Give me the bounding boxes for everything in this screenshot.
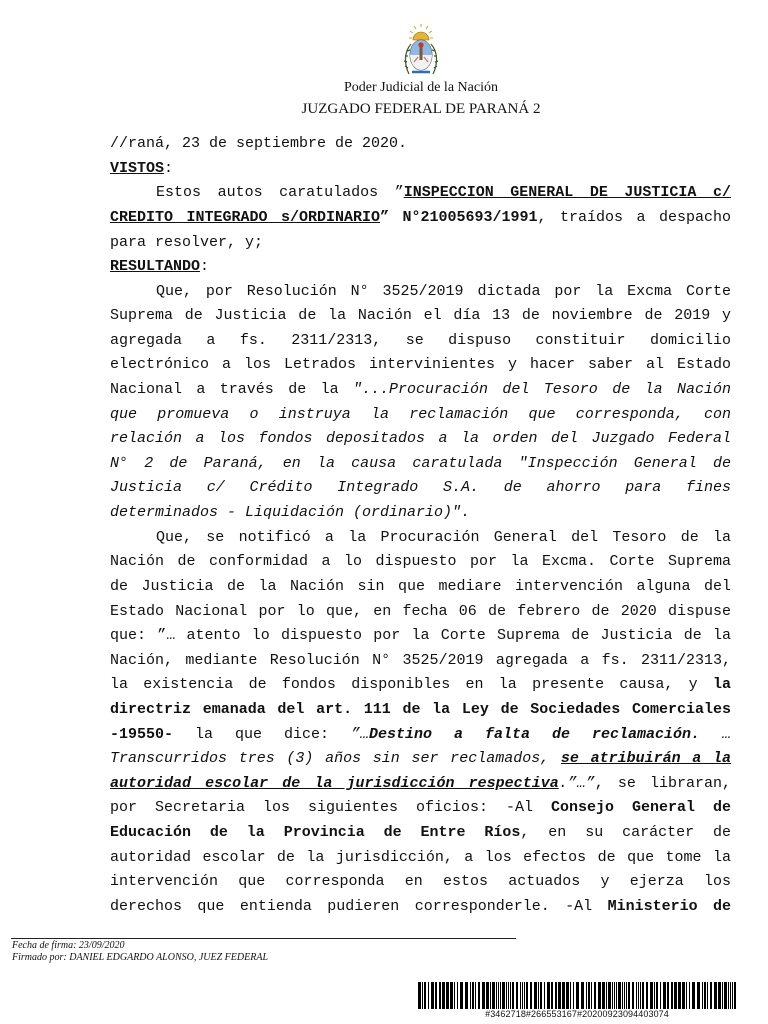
barcode-bar bbox=[667, 982, 669, 1009]
signature-date: Fecha de firma: 23/09/2020 bbox=[12, 940, 125, 951]
barcode-bar bbox=[581, 982, 584, 1009]
barcode-icon bbox=[418, 982, 736, 1009]
barcode-bar bbox=[555, 982, 557, 1009]
barcode-bar bbox=[640, 982, 641, 1009]
barcode-bar bbox=[732, 982, 733, 1009]
p2-7a: la existencia de fondos disponibles en la presente causa, y bbox=[110, 676, 713, 693]
p2-line-9 bbox=[110, 723, 731, 748]
barcode-bar bbox=[450, 982, 453, 1009]
p2-9e: … bbox=[700, 726, 731, 743]
barcode-bar bbox=[576, 982, 579, 1009]
resultando-colon: : bbox=[200, 258, 210, 275]
barcode-bar bbox=[724, 982, 727, 1009]
barcode-bar bbox=[506, 982, 507, 1009]
p2-9b: la que dice: bbox=[173, 726, 351, 743]
coat-of-arms-icon bbox=[403, 24, 439, 78]
p2-12a: por Secretaria los siguientes oficios: -Al bbox=[110, 799, 551, 816]
barcode-bar bbox=[547, 982, 550, 1009]
barcode-bar bbox=[697, 982, 700, 1009]
barcode-bar bbox=[498, 982, 499, 1009]
vistos-colon: : bbox=[164, 160, 174, 177]
resultando-heading bbox=[110, 255, 731, 280]
p1-5b: "...Procuración del Tesoro de la Nación bbox=[352, 381, 731, 398]
barcode-bar bbox=[686, 982, 687, 1009]
p2-16b: Ministerio de bbox=[607, 898, 731, 915]
barcode-bar bbox=[428, 982, 429, 1009]
barcode-bar bbox=[678, 982, 681, 1009]
barcode-bar bbox=[470, 982, 471, 1009]
law-number: -19550- bbox=[110, 726, 174, 743]
barcode-bar bbox=[431, 982, 434, 1009]
p2-13a: Educación de la Provincia de Entre Ríos bbox=[110, 824, 521, 841]
barcode-bar bbox=[457, 982, 458, 1009]
barcode-bar bbox=[490, 982, 491, 1009]
p2-line-10 bbox=[110, 747, 731, 772]
barcode-bar bbox=[714, 982, 717, 1009]
court-subtitle: JUZGADO FEDERAL DE PARANÁ 2 bbox=[301, 101, 541, 117]
barcode-bar bbox=[682, 982, 685, 1009]
barcode-bar bbox=[544, 982, 545, 1009]
barcode-bar bbox=[435, 982, 437, 1009]
barcode-bar bbox=[534, 982, 537, 1009]
p2-line-16 bbox=[110, 895, 731, 920]
barcode-bar bbox=[704, 982, 706, 1009]
barcode-bar bbox=[586, 982, 587, 1009]
barcode-bar bbox=[638, 982, 639, 1009]
barcode-bar bbox=[482, 982, 485, 1009]
barcode-bar bbox=[650, 982, 653, 1009]
barcode-bar bbox=[588, 982, 590, 1009]
barcode-bar bbox=[538, 982, 539, 1009]
barcode-bar bbox=[516, 982, 518, 1009]
barcode-bar bbox=[530, 982, 532, 1009]
barcode-bar bbox=[510, 982, 511, 1009]
p2-line-6: Nación, mediante Resolución N° 3525/2019 agregada a fs. 2311/2313, bbox=[110, 652, 731, 669]
vistos-line-2 bbox=[110, 206, 731, 231]
signed-by: Firmado por: DANIEL EDGARDO ALONSO, JUEZ FEDERAL bbox=[12, 952, 269, 963]
footer-divider bbox=[11, 938, 516, 939]
barcode-bar bbox=[558, 982, 561, 1009]
barcode-bar bbox=[730, 982, 731, 1009]
barcode-bar bbox=[602, 982, 605, 1009]
barcode-bar bbox=[591, 982, 592, 1009]
barcode-bar bbox=[524, 982, 525, 1009]
barcode-bar bbox=[486, 982, 489, 1009]
p1-line-4: electrónico a los Letrados intervinientes y hacer saber al Estado bbox=[110, 356, 731, 373]
barcode-bar bbox=[551, 982, 553, 1009]
barcode-bar bbox=[674, 982, 677, 1009]
barcode-bar bbox=[702, 982, 703, 1009]
barcode-bar bbox=[522, 982, 523, 1009]
resultando-label: RESULTANDO bbox=[110, 258, 201, 275]
barcode-number: #3462718#266553167#20200923094403074 bbox=[485, 1009, 669, 1019]
p2-line-14: autoridad escolar de la jurisdicción, a los efectos de que tome la bbox=[110, 849, 731, 866]
p1-line-9: Justicia c/ Crédito Integrado S.A. de ahorro para fines bbox=[110, 479, 731, 496]
barcode-bar bbox=[512, 982, 514, 1009]
p1-line-3: agregada a fs. 2311/2313, se dispuso constituir domicilio bbox=[110, 332, 731, 349]
barcode-bar bbox=[722, 982, 723, 1009]
barcode-bar bbox=[460, 982, 463, 1009]
p2-line-8: directriz emanada del art. 111 de la Ley de Sociedades Comerciales bbox=[110, 701, 731, 718]
barcode-bar bbox=[502, 982, 505, 1009]
vistos-heading bbox=[110, 157, 731, 182]
p2-10b: se atribuirán a la bbox=[560, 750, 731, 767]
p2-11a: autoridad escolar de la jurisdicción respectiva bbox=[110, 775, 559, 792]
vistos-label: VISTOS bbox=[110, 160, 165, 177]
p2-line-15: intervención que corresponda en estos actuados y ejerza los bbox=[110, 873, 731, 890]
barcode-bar bbox=[598, 982, 601, 1009]
p2-line-7 bbox=[110, 673, 731, 698]
barcode-bar bbox=[424, 982, 426, 1009]
barcode-bar bbox=[622, 982, 623, 1009]
barcode-bar bbox=[606, 982, 607, 1009]
p1-line-7: relación a los fondos depositados a la orden del Juzgado Federal bbox=[110, 430, 731, 447]
barcode-bar bbox=[636, 982, 637, 1009]
barcode-bar bbox=[526, 982, 528, 1009]
p2-line-2: Nación de conformidad a lo dispuesto por la Excma. Corte Suprema bbox=[110, 553, 731, 570]
barcode-bar bbox=[656, 982, 658, 1009]
barcode-bar bbox=[454, 982, 455, 1009]
case-title-2: CREDITO INTEGRADO s/ORDINARIO bbox=[110, 209, 381, 226]
barcode-bar bbox=[660, 982, 661, 1009]
barcode-bar bbox=[734, 982, 736, 1009]
barcode-bar bbox=[642, 982, 644, 1009]
p2-13b: , en su carácter de bbox=[520, 824, 731, 841]
barcode-bar bbox=[692, 982, 695, 1009]
p2-line-11 bbox=[110, 772, 731, 797]
barcode-bar bbox=[465, 982, 468, 1009]
p1-line-1: Que, por Resolución N° 3525/2019 dictada por la Excma Corte bbox=[156, 283, 731, 300]
barcode-bar bbox=[540, 982, 542, 1009]
p2-11c: , se libraran, bbox=[594, 775, 731, 792]
barcode-bar bbox=[689, 982, 690, 1009]
barcode-bar bbox=[566, 982, 569, 1009]
p2-line-1: Que, se notificó a la Procuración General del Tesoro de la bbox=[156, 529, 731, 546]
barcode-bar bbox=[624, 982, 625, 1009]
barcode-bar bbox=[418, 982, 421, 1009]
barcode-bar bbox=[492, 982, 495, 1009]
barcode-bar bbox=[671, 982, 673, 1009]
barcode-bar bbox=[612, 982, 613, 1009]
barcode-bar bbox=[618, 982, 621, 1009]
barcode-bar bbox=[500, 982, 501, 1009]
barcode-bar bbox=[562, 982, 565, 1009]
p2-7b: la bbox=[712, 676, 731, 693]
p2-9c: ”… bbox=[350, 726, 369, 743]
barcode-bar bbox=[718, 982, 721, 1009]
date-line: //raná, 23 de septiembre de 2020. bbox=[110, 135, 408, 152]
barcode-bar bbox=[707, 982, 708, 1009]
barcode-bar bbox=[475, 982, 476, 1009]
p2-line-12 bbox=[110, 796, 731, 821]
p2-12b: Consejo General de bbox=[550, 799, 731, 816]
barcode-bar bbox=[710, 982, 712, 1009]
p1-5a: Nacional a través de la bbox=[110, 381, 353, 398]
barcode-bar bbox=[616, 982, 617, 1009]
barcode-bar bbox=[646, 982, 648, 1009]
barcode-bar bbox=[663, 982, 666, 1009]
court-name: Poder Judicial de la Nación bbox=[344, 80, 498, 95]
p1-line-5 bbox=[110, 378, 731, 403]
barcode-bar bbox=[614, 982, 615, 1009]
barcode-bar bbox=[472, 982, 474, 1009]
barcode-bar bbox=[573, 982, 574, 1009]
barcode-bar bbox=[508, 982, 509, 1009]
p2-line-5: que: ”… atento lo dispuesto por la Corte Suprema de Justicia de la bbox=[110, 627, 731, 644]
barcode-bar bbox=[496, 982, 497, 1009]
barcode-bar bbox=[442, 982, 445, 1009]
barcode-bar bbox=[632, 982, 634, 1009]
barcode-bar bbox=[422, 982, 423, 1009]
p1-line-10: determinados - Liquidación (ordinario)". bbox=[110, 504, 471, 521]
p1-line-8: N° 2 de Paraná, en la causa caratulada "Inspección General de bbox=[110, 455, 731, 472]
barcode-bar bbox=[654, 982, 655, 1009]
barcode-bar bbox=[570, 982, 571, 1009]
barcode-bar bbox=[520, 982, 521, 1009]
p2-10a: Transcurridos tres (3) años sin ser reclamados, bbox=[110, 750, 561, 767]
vistos-line-1 bbox=[110, 181, 731, 206]
barcode-bar bbox=[626, 982, 627, 1009]
barcode-bar bbox=[628, 982, 630, 1009]
barcode-bar bbox=[439, 982, 441, 1009]
case-title-1: INSPECCION GENERAL DE JUSTICIA c/ bbox=[403, 184, 731, 201]
p1-line-2: Suprema de Justicia de la Nación el día 13 de noviembre de 2019 y bbox=[110, 307, 731, 324]
p2-16a: derechos que entienda pudieren corresponderle. -Al bbox=[110, 898, 608, 915]
vistos-2c: , traídos a despacho bbox=[537, 209, 732, 226]
barcode-bar bbox=[446, 982, 449, 1009]
vistos-line-3: para resolver, y; bbox=[110, 234, 264, 251]
barcode-bar bbox=[478, 982, 480, 1009]
p2-line-13 bbox=[110, 821, 731, 846]
vistos-1a: Estos autos caratulados ” bbox=[156, 184, 404, 201]
p1-line-6: que promueva o instruya la reclamación que corresponda, con bbox=[110, 406, 731, 423]
p2-11b: .”…” bbox=[558, 775, 595, 792]
barcode-bar bbox=[728, 982, 729, 1009]
barcode-bar bbox=[594, 982, 596, 1009]
barcode-bar bbox=[608, 982, 611, 1009]
quote-heading: Destino a falta de reclamación. bbox=[369, 726, 700, 743]
p2-line-3: de Justicia de la Nación sin que mediare intervención alguna del bbox=[110, 578, 731, 595]
case-number: ” N°21005693/1991 bbox=[380, 209, 538, 226]
p2-line-4: Estado Nacional por lo que, en fecha 06 de febrero de 2020 dispuse bbox=[110, 603, 731, 620]
